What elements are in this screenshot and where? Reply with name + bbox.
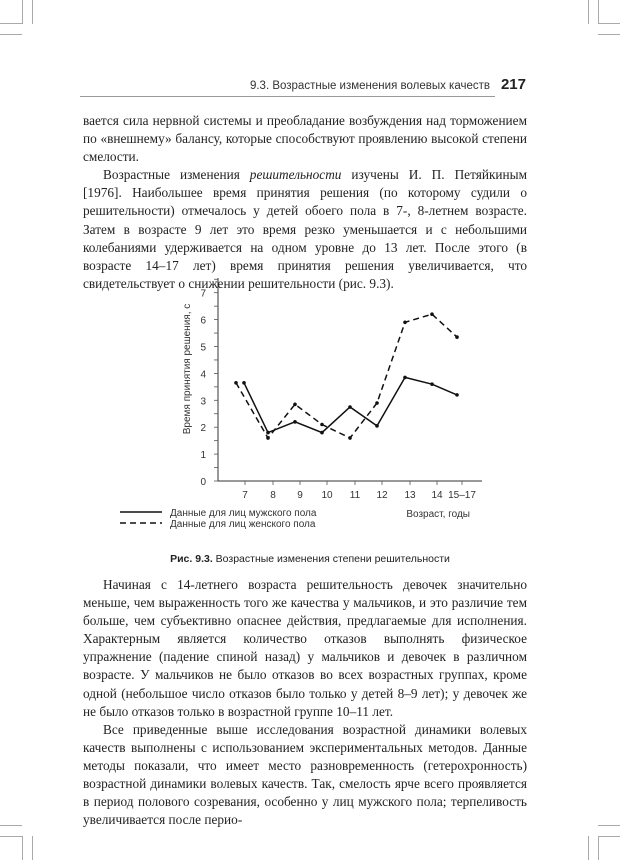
- y-tick-label: 1: [200, 450, 206, 462]
- legend-label: Данные для лиц женского пола: [170, 519, 316, 530]
- x-tick-label: 9: [297, 490, 303, 501]
- x-tick-label: 10: [321, 490, 333, 501]
- data-point: [430, 382, 434, 386]
- emphasis: решительности: [249, 167, 342, 183]
- series-female-line: [236, 314, 457, 438]
- x-tick-label: 7: [242, 490, 248, 501]
- data-point: [403, 320, 407, 324]
- page-header: [80, 76, 530, 98]
- body-text-top: [83, 112, 527, 293]
- paragraph: Все приведенные выше исследования возрастной динамики волевых качеств выполнены с использованием экспериментальных методов. Данные методы показали, что имеет место разновременность (гетерохронность) возрастной динамики волевых качеств. Так, смелость ярче всего проявляется в период полового созревания, особенно у лиц мужского пола; терпеливость увеличивается после перио-: [83, 721, 527, 828]
- body-text-bottom: [83, 576, 527, 829]
- figure-caption: [0, 553, 620, 565]
- x-tick-label: 12: [376, 490, 388, 501]
- paragraph: Возрастные изменения решительности изучены И. П. Петяйкиным [1976]. Наибольшее время принятия решения (по которому судили о решительности) отмечалось у детей обоего пола в 7-, 8-летнем возрасте. Затем в возрасте 9 лет это время резко уменьшается и с небольшими колебаниями удерживается на одном уровне до 13 лет. После этого (в возрасте 14–17 лет) время принятия решения увеличивается, что свидетельствует о снижении решительности (рис. 9.3).: [83, 167, 527, 291]
- data-point: [242, 381, 246, 385]
- data-point: [430, 312, 434, 316]
- line-chart: [170, 270, 500, 540]
- x-tick-label: 15–17: [448, 490, 476, 501]
- y-tick-label: 3: [200, 396, 206, 408]
- x-axis-label: Возраст, годы: [406, 509, 470, 520]
- data-point: [455, 335, 459, 339]
- x-tick-label: 14: [431, 490, 443, 501]
- data-point: [266, 431, 270, 435]
- running-title: 9.3. Возрастные изменения волевых качеств: [249, 80, 490, 92]
- data-point: [320, 431, 324, 435]
- data-point: [348, 405, 352, 409]
- caption-label: Рис. 9.3.: [170, 553, 213, 565]
- caption-text: Возрастные изменения степени решительности: [212, 553, 450, 565]
- y-tick-label: 5: [200, 342, 206, 354]
- data-point: [375, 401, 379, 405]
- data-point: [320, 423, 324, 427]
- y-tick-label: 7: [200, 288, 206, 300]
- paragraph: вается сила нервной системы и преобладание возбуждения над торможением по «внешнему» балансу, которые способствуют проявлению высокой степени смелости.: [83, 113, 527, 165]
- data-point: [455, 393, 459, 397]
- page-number: 217: [500, 76, 526, 93]
- x-tick-label: 11: [349, 490, 361, 501]
- data-point: [348, 436, 352, 440]
- figure-chart: [170, 270, 500, 540]
- x-tick-label: 13: [404, 490, 416, 501]
- data-point: [293, 420, 297, 424]
- header-rule: [80, 96, 495, 97]
- x-tick-label: 8: [270, 490, 276, 501]
- data-point: [375, 424, 379, 428]
- data-point: [266, 436, 270, 440]
- series-male-line: [244, 377, 457, 432]
- data-point: [234, 381, 238, 385]
- legend-label: Данные для лиц мужского пола: [170, 508, 317, 519]
- data-point: [403, 376, 407, 380]
- y-axis-label: Время принятия решения, с: [182, 303, 193, 435]
- y-tick-label: 6: [200, 315, 206, 327]
- paragraph: Начиная с 14-летнего возраста решительность девочек значительно меньше, чем выраженность того же качества у мальчиков, и это различие тем больше, чем субъективно опаснее действия, предлагаемые для исполнения. Характерным является количество отказов выполнять физическое упражнение (падение спиной назад) у мальчиков и девочек в различном возрасте. У мальчиков не было отказов во всех возрастных группах, кроме одной (небольшое число отказов было только у детей 8–9 лет); у девочек же не было отказов только в возрастной группе 10–11 лет.: [83, 577, 527, 719]
- y-tick-label: 0: [200, 477, 206, 488]
- data-point: [293, 403, 297, 407]
- y-tick-label: 4: [200, 369, 206, 381]
- y-tick-label: 2: [200, 423, 206, 435]
